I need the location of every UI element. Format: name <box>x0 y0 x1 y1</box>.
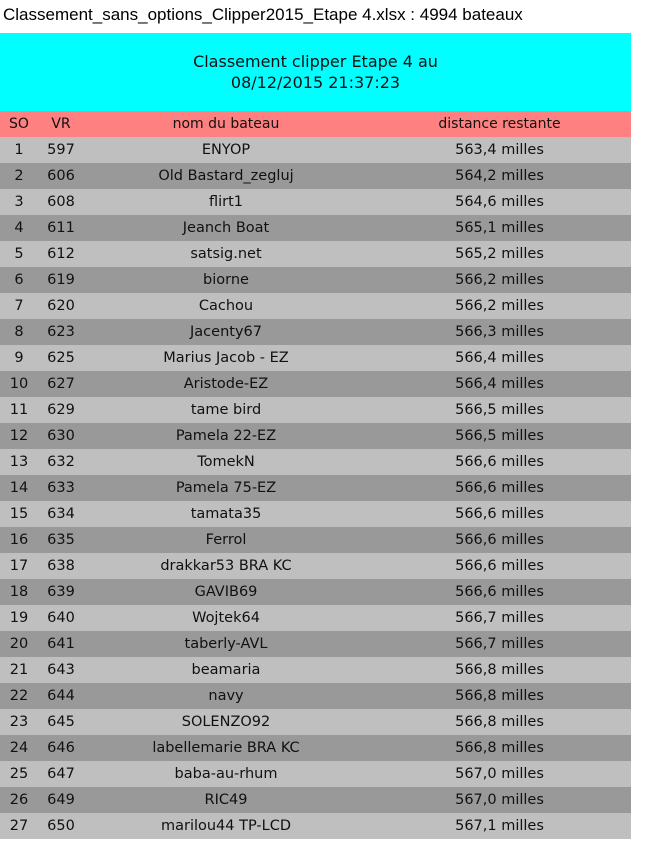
cell-distance: 566,3 milles <box>455 324 544 340</box>
cell-so: 21 <box>9 662 29 678</box>
table-row <box>0 527 631 553</box>
cell-boat-name: navy <box>208 688 244 704</box>
cell-distance: 566,7 milles <box>455 610 544 626</box>
header-distance: distance restante <box>438 116 561 132</box>
cell-vr: 647 <box>47 766 75 782</box>
cell-vr: 606 <box>47 168 75 184</box>
cell-boat-name: ENYOP <box>201 142 251 158</box>
cell-boat-name: taberly-AVL <box>184 636 268 652</box>
cell-boat-name: Marius Jacob - EZ <box>163 350 289 366</box>
cell-vr: 630 <box>47 428 75 444</box>
cell-boat-name: biorne <box>203 272 249 288</box>
cell-so: 7 <box>14 298 24 314</box>
cell-so: 13 <box>9 454 29 470</box>
cell-so: 12 <box>9 428 29 444</box>
cell-boat-name: SOLENZO92 <box>181 714 271 730</box>
cell-boat-name: Pamela 22-EZ <box>175 428 277 444</box>
cell-so: 2 <box>14 168 24 184</box>
cell-so: 10 <box>9 376 29 392</box>
cell-so: 18 <box>9 584 29 600</box>
cell-distance: 567,1 milles <box>455 818 544 834</box>
table-row <box>0 293 631 319</box>
cell-distance: 563,4 milles <box>455 142 544 158</box>
cell-vr: 611 <box>47 220 75 236</box>
cell-vr: 639 <box>47 584 75 600</box>
cell-boat-name: GAVIB69 <box>194 584 258 600</box>
cell-boat-name: Wojtek64 <box>192 610 260 626</box>
ranking-rows <box>0 137 631 839</box>
cell-so: 9 <box>14 350 24 366</box>
table-row <box>0 215 631 241</box>
cell-boat-name: baba-au-rhum <box>174 766 278 782</box>
cell-vr: 597 <box>47 142 75 158</box>
cell-distance: 567,0 milles <box>455 792 544 808</box>
cell-vr: 623 <box>47 324 75 340</box>
cell-distance: 566,4 milles <box>455 350 544 366</box>
ranking-sheet <box>0 33 631 854</box>
cell-vr: 632 <box>47 454 75 470</box>
cell-vr: 650 <box>47 818 75 834</box>
table-row <box>0 553 631 579</box>
cell-boat-name: RIC49 <box>204 792 248 808</box>
window-title: Classement_sans_options_Clipper2015_Etape 4.xlsx : 4994 bateaux <box>0 0 649 33</box>
header-vr: VR <box>51 116 71 132</box>
cell-distance: 564,2 milles <box>455 168 544 184</box>
cell-vr: 649 <box>47 792 75 808</box>
cell-boat-name: flirt1 <box>208 194 244 210</box>
banner-title: Classement clipper Etape 4 au <box>193 52 438 71</box>
cell-so: 4 <box>14 220 24 236</box>
cell-vr: 635 <box>47 532 75 548</box>
header-so: SO <box>9 116 29 132</box>
cell-vr: 634 <box>47 506 75 522</box>
table-row <box>0 501 631 527</box>
table-row <box>0 319 631 345</box>
table-row <box>0 735 631 761</box>
cell-boat-name: labellemarie BRA KC <box>152 740 300 756</box>
cell-boat-name: Ferrol <box>205 532 247 548</box>
cell-so: 20 <box>9 636 29 652</box>
table-row <box>0 241 631 267</box>
cell-distance: 566,6 milles <box>455 558 544 574</box>
table-row <box>0 475 631 501</box>
cell-boat-name: tamata35 <box>190 506 262 522</box>
cell-boat-name: beamaria <box>191 662 261 678</box>
cell-boat-name: Cachou <box>198 298 254 314</box>
cell-vr: 625 <box>47 350 75 366</box>
cell-distance: 566,4 milles <box>455 376 544 392</box>
cell-vr: 640 <box>47 610 75 626</box>
cell-distance: 566,5 milles <box>455 428 544 444</box>
table-row <box>0 449 631 475</box>
table-row <box>0 683 631 709</box>
table-row <box>0 137 631 163</box>
cell-boat-name: drakkar53 BRA KC <box>160 558 292 574</box>
cell-vr: 644 <box>47 688 75 704</box>
cell-vr: 608 <box>47 194 75 210</box>
cell-vr: 643 <box>47 662 75 678</box>
cell-vr: 629 <box>47 402 75 418</box>
cell-so: 3 <box>14 194 24 210</box>
table-row <box>0 371 631 397</box>
cell-distance: 566,2 milles <box>455 298 544 314</box>
table-row <box>0 657 631 683</box>
cell-boat-name: TomekN <box>197 454 255 470</box>
cell-so: 17 <box>9 558 29 574</box>
cell-boat-name: Old Bastard_zegluj <box>158 168 294 184</box>
cell-so: 24 <box>9 740 29 756</box>
cell-so: 14 <box>9 480 29 496</box>
cell-so: 25 <box>9 766 29 782</box>
cell-so: 5 <box>14 246 24 262</box>
cell-vr: 612 <box>47 246 75 262</box>
cell-so: 6 <box>14 272 24 288</box>
cell-distance: 566,6 milles <box>455 532 544 548</box>
cell-vr: 619 <box>47 272 75 288</box>
cell-vr: 646 <box>47 740 75 756</box>
table-row <box>0 267 631 293</box>
table-row <box>0 579 631 605</box>
cell-distance: 566,7 milles <box>455 636 544 652</box>
table-row <box>0 397 631 423</box>
cell-boat-name: Jacenty67 <box>190 324 262 340</box>
cell-vr: 627 <box>47 376 75 392</box>
cell-distance: 566,8 milles <box>455 714 544 730</box>
cell-so: 26 <box>9 792 29 808</box>
table-header <box>0 111 631 137</box>
cell-so: 22 <box>9 688 29 704</box>
cell-boat-name: Pamela 75-EZ <box>175 480 277 496</box>
cell-so: 15 <box>9 506 29 522</box>
cell-so: 11 <box>9 402 29 418</box>
cell-boat-name: tame bird <box>190 402 262 418</box>
header-boat-name: nom du bateau <box>172 116 280 132</box>
cell-vr: 641 <box>47 636 75 652</box>
cell-distance: 564,6 milles <box>455 194 544 210</box>
cell-distance: 566,2 milles <box>455 272 544 288</box>
cell-distance: 566,6 milles <box>455 480 544 496</box>
table-row <box>0 787 631 813</box>
cell-so: 23 <box>9 714 29 730</box>
table-row <box>0 631 631 657</box>
cell-boat-name: marilou44 TP-LCD <box>160 818 292 834</box>
table-row <box>0 423 631 449</box>
cell-distance: 566,6 milles <box>455 454 544 470</box>
banner-timestamp: 08/12/2015 21:37:23 <box>230 73 401 92</box>
cell-distance: 565,2 milles <box>455 246 544 262</box>
table-row <box>0 345 631 371</box>
cell-distance: 566,5 milles <box>455 402 544 418</box>
table-row <box>0 605 631 631</box>
cell-boat-name: Jeanch Boat <box>182 220 270 236</box>
cell-vr: 638 <box>47 558 75 574</box>
cell-so: 1 <box>14 142 24 158</box>
cell-distance: 566,8 milles <box>455 662 544 678</box>
cell-so: 16 <box>9 532 29 548</box>
table-row <box>0 163 631 189</box>
cell-vr: 633 <box>47 480 75 496</box>
cell-distance: 566,6 milles <box>455 506 544 522</box>
cell-vr: 645 <box>47 714 75 730</box>
cell-boat-name: satsig.net <box>190 246 262 262</box>
cell-distance: 566,8 milles <box>455 688 544 704</box>
cell-so: 8 <box>14 324 24 340</box>
cell-boat-name: Aristode-EZ <box>183 376 269 392</box>
cell-vr: 620 <box>47 298 75 314</box>
cell-distance: 566,8 milles <box>455 740 544 756</box>
cell-so: 27 <box>9 818 29 834</box>
table-row <box>0 189 631 215</box>
cell-distance: 567,0 milles <box>455 766 544 782</box>
table-row <box>0 761 631 787</box>
table-row <box>0 709 631 735</box>
table-row <box>0 813 631 839</box>
cell-distance: 566,6 milles <box>455 584 544 600</box>
cell-distance: 565,1 milles <box>455 220 544 236</box>
cell-so: 19 <box>9 610 29 626</box>
ranking-banner <box>0 33 631 111</box>
